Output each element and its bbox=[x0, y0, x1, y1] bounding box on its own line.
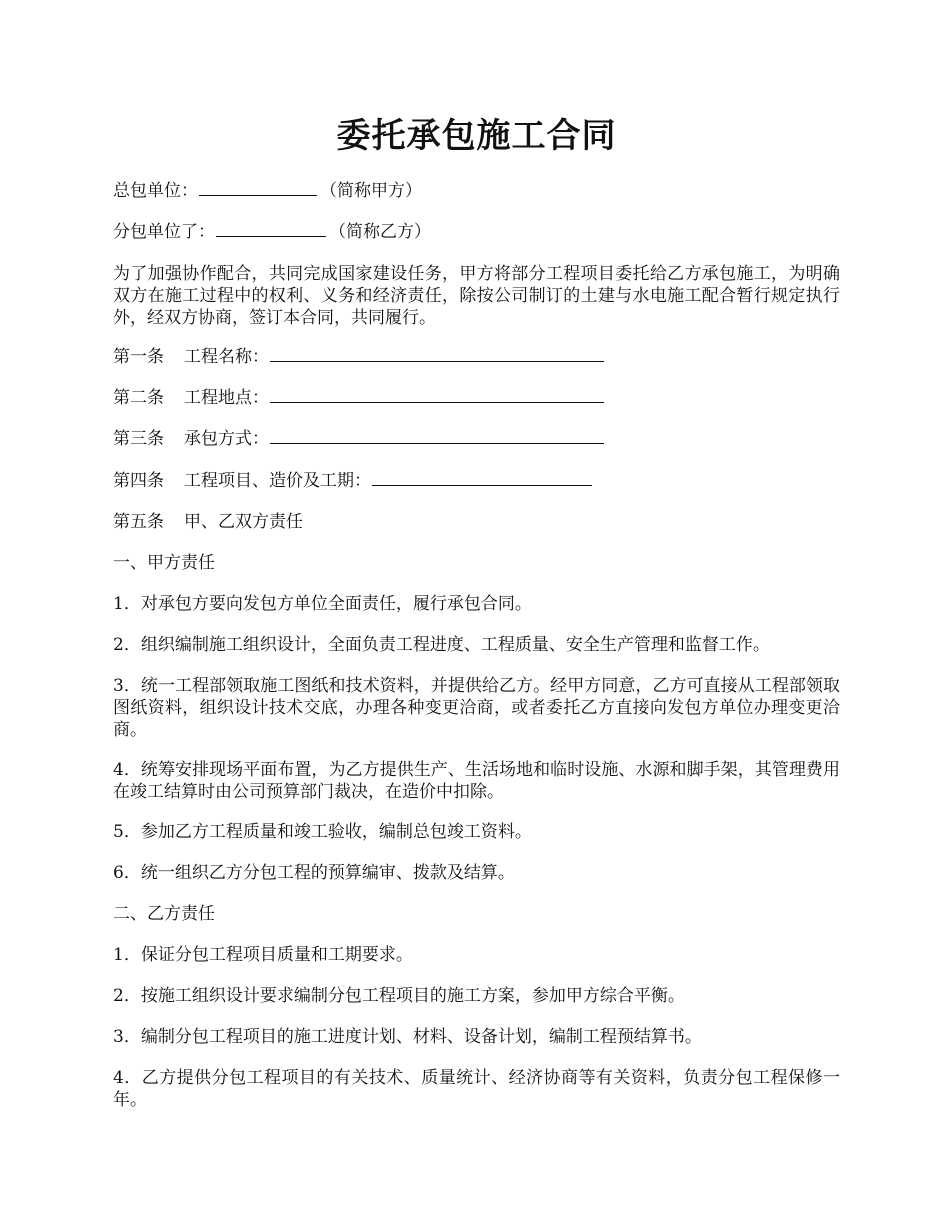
party-a-label: 总包单位： bbox=[113, 181, 198, 201]
document-title: 委托承包施工合同 bbox=[336, 116, 617, 156]
section-b-item: 1．保证分包工程项目质量和工期要求。 bbox=[113, 945, 413, 965]
article-1 bbox=[113, 346, 840, 368]
section-a-item: 5．参加乙方工程质量和竣工验收，编制总包竣工资料。 bbox=[113, 822, 532, 842]
section-b-heading: 二、乙方责任 bbox=[113, 904, 215, 924]
section-a-item: 6．统一组织乙方分包工程的预算编审、拨款及结算。 bbox=[113, 863, 515, 883]
party-b-suffix: （简称乙方） bbox=[329, 222, 431, 242]
article-2 bbox=[113, 387, 840, 409]
intro-paragraph: 为了加强协作配合，共同完成国家建设任务，甲方将部分工程项目委托给乙方承包施工，为明确双方在施工过程中的权利、义务和经济责任，除按公司制订的土建与水电施工配合暂行规定执行外，经双方协商，签订本合同，共同履行。 bbox=[113, 264, 840, 328]
article-label: 承包方式： bbox=[184, 429, 269, 449]
article-blank bbox=[270, 387, 604, 403]
section-b-item: 3．编制分包工程项目的施工进度计划、材料、设备计划，编制工程预结算书。 bbox=[113, 1027, 702, 1047]
article-5 bbox=[113, 511, 840, 533]
article-number: 第一条 bbox=[113, 347, 164, 367]
section-a-item: 2．组织编制施工组织设计，全面负责工程进度、工程质量、安全生产管理和监督工作。 bbox=[113, 635, 770, 655]
party-a-line bbox=[113, 180, 840, 202]
article-number: 第二条 bbox=[113, 388, 164, 408]
article-number: 第四条 bbox=[113, 471, 164, 491]
section-a-item: 3．统一工程部领取施工图纸和技术资料，并提供给乙方。经甲方同意，乙方可直接从工程部领取图纸资料，组织设计技术交底，办理各种变更洽商，或者委托乙方直接向发包方单位办理变更洽商。 bbox=[113, 676, 840, 740]
party-b-label: 分包单位了： bbox=[113, 222, 215, 242]
article-blank bbox=[372, 470, 592, 486]
article-label: 甲、乙双方责任 bbox=[184, 512, 303, 532]
article-label: 工程名称： bbox=[184, 347, 269, 367]
party-a-suffix: （简称甲方） bbox=[320, 181, 422, 201]
article-label: 工程地点： bbox=[184, 388, 269, 408]
article-label: 工程项目、造价及工期： bbox=[184, 471, 371, 491]
section-a-heading: 一、甲方责任 bbox=[113, 553, 215, 573]
article-4 bbox=[113, 470, 840, 492]
article-blank bbox=[270, 346, 604, 362]
section-b-item: 4．乙方提供分包工程项目的有关技术、质量统计、经济协商等有关资料，负责分包工程保修一年。 bbox=[113, 1068, 840, 1110]
article-number: 第五条 bbox=[113, 512, 164, 532]
section-b-item: 2．按施工组织设计要求编制分包工程项目的施工方案，参加甲方综合平衡。 bbox=[113, 986, 685, 1006]
article-blank bbox=[270, 428, 604, 444]
section-a-item: 1．对承包方要向发包方单位全面责任，履行承包合同。 bbox=[113, 594, 532, 614]
party-b-blank bbox=[216, 221, 326, 237]
party-b-line bbox=[113, 221, 840, 243]
article-3 bbox=[113, 428, 840, 450]
section-a-item: 4．统筹安排现场平面布置，为乙方提供生产、生活场地和临时设施、水源和脚手架，其管理费用在竣工结算时由公司预算部门裁决，在造价中扣除。 bbox=[113, 760, 840, 802]
article-number: 第三条 bbox=[113, 429, 164, 449]
party-a-blank bbox=[199, 180, 317, 196]
